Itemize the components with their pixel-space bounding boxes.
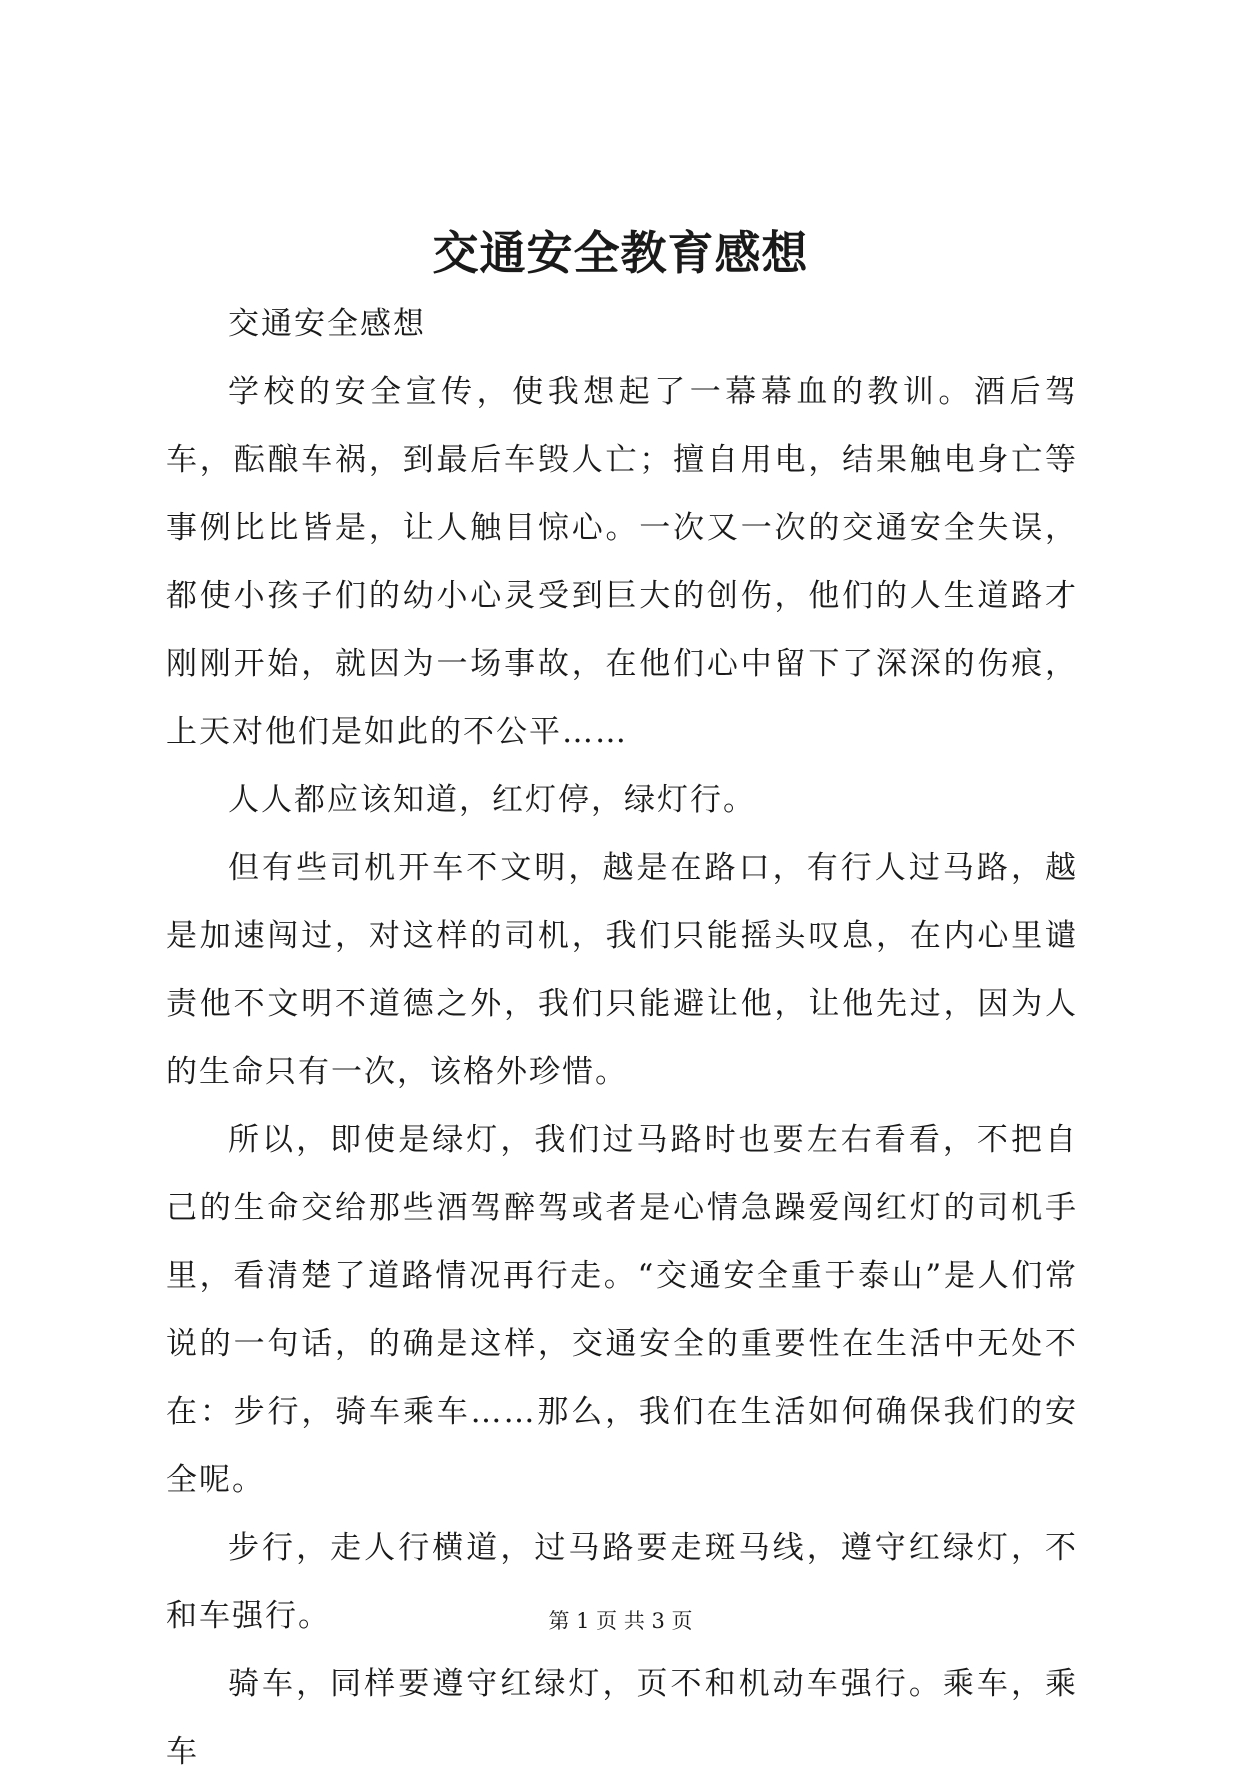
- paragraph: 学校的安全宣传，使我想起了一幕幕血的教训。酒后驾车，酝酿车祸，到最后车毁人亡；擅自用电，结果触电身亡等事例比比皆是，让人触目惊心。一次又一次的交通安全失误，都使小孩子们的幼小心灵受到巨大的创伤，他们的人生道路才刚刚开始，就因为一场事故，在他们心中留下了深深的伤痕，上天对他们是如此的不公平……: [166, 374, 1078, 750]
- document-title: 交通安全教育感想: [432, 226, 809, 280]
- page-footer: 第 1 页 共 3 页: [548, 1609, 693, 1633]
- paragraph: 所以，即使是绿灯，我们过马路时也要左右看看，不把自己的生命交给那些酒驾醉驾或者是心情急躁爱闯红灯的司机手里，看清楚了道路情况再行走。“交通安全重于泰山”是人们常说的一句话，的确是这样，交通安全的重要性在生活中无处不在：步行，骑车乘车……那么，我们在生活如何确保我们的安全呢。: [166, 1122, 1078, 1498]
- paragraph: 步行，走人行横道，过马路要走斑马线，遵守红绿灯，不和车强行。: [166, 1530, 1078, 1634]
- paragraph: 但有些司机开车不文明，越是在路口，有行人过马路，越是加速闯过，对这样的司机，我们只能摇头叹息，在内心里谴责他不文明不道德之外，我们只能避让他，让他先过，因为人的生命只有一次，该格外珍惜。: [166, 850, 1078, 1090]
- document-body: [166, 290, 1078, 1786]
- paragraph-subtitle: 交通安全感想: [228, 306, 426, 342]
- paragraph: 骑车，同样要遵守红绿灯，页不和机动车强行。乘车，乘车: [166, 1666, 1078, 1770]
- paragraph: 人人都应该知道，红灯停，绿灯行。: [228, 782, 756, 818]
